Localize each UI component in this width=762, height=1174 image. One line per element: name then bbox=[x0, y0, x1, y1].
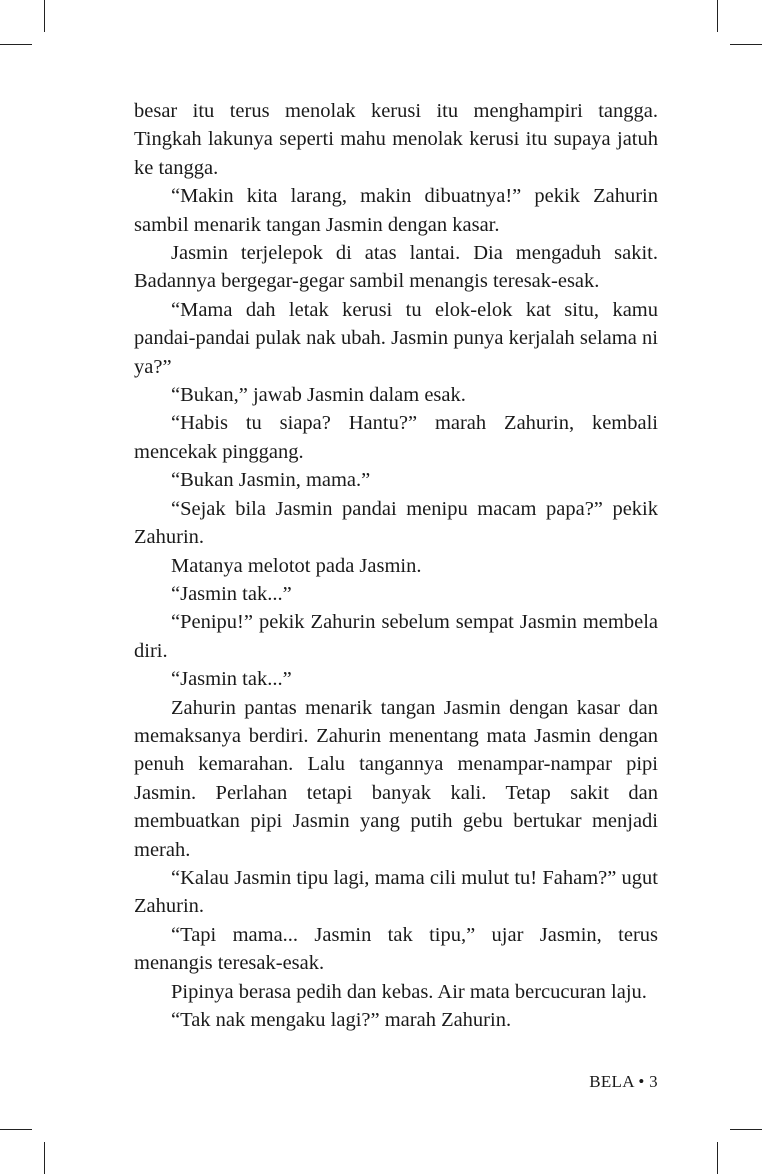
crop-mark-bottom-right-horizontal bbox=[730, 1129, 762, 1130]
paragraph: “Makin kita larang, makin dibuatnya!” pekik Zahurin sambil menarik tangan Jasmin dengan kasar. bbox=[134, 185, 658, 236]
paragraph: Matanya melotot pada Jasmin. bbox=[171, 554, 422, 577]
crop-mark-top-right-horizontal bbox=[730, 44, 762, 45]
paragraph: “Tapi mama... Jasmin tak tipu,” ujar Jasmin, terus menangis teresak-esak. bbox=[134, 923, 658, 975]
paragraph: Jasmin terjelepok di atas lantai. Dia mengaduh sakit. Badannya bergegar-gegar sambil menangis teresak-esak. bbox=[134, 242, 658, 293]
paragraph: “Jasmin tak...” bbox=[171, 582, 292, 605]
paragraph: “Jasmin tak...” bbox=[171, 668, 292, 691]
paragraph: “Tak nak mengaku lagi?” marah Zahurin. bbox=[171, 1009, 512, 1031]
paragraph: “Penipu!” pekik Zahurin sebelum sempat Jasmin membela diri. bbox=[134, 611, 658, 662]
crop-mark-bottom-right-vertical bbox=[717, 1142, 718, 1174]
crop-mark-top-right-vertical bbox=[717, 0, 718, 32]
paragraph: “Kalau Jasmin tipu lagi, mama cili mulut tu! Faham?” ugut Zahurin. bbox=[134, 866, 658, 918]
crop-mark-top-left-vertical bbox=[44, 0, 45, 32]
paragraph: besar itu terus menolak kerusi itu menghampiri tangga. Tingkah lakunya seperti mahu menolak kerusi itu supaya jatuh ke tangga. bbox=[134, 100, 658, 179]
body-text bbox=[134, 97, 658, 1034]
paragraph: “Mama dah letak kerusi tu elok-elok kat situ, kamu pandai-pandai pulak nak ubah. Jasmin punya kerjalah selama ni ya?” bbox=[134, 298, 658, 378]
crop-mark-bottom-left-vertical bbox=[44, 1142, 45, 1174]
paragraph: Zahurin pantas menarik tangan Jasmin dengan kasar dan memaksanya berdiri. Zahurin menentang mata Jasmin dengan penuh kemarahan. Lalu tangannya menampar-nampar pipi Jasmin. Perlahan tetapi banyak kali. Tetap sakit dan membuatkan pipi Jasmin yang putih gebu bertukar menjadi merah. bbox=[134, 696, 658, 861]
page-folio: BELA • 3 bbox=[589, 1072, 658, 1091]
paragraph: “Sejak bila Jasmin pandai menipu macam papa?” pekik Zahurin. bbox=[134, 497, 658, 549]
paragraph: “Bukan,” jawab Jasmin dalam esak. bbox=[171, 384, 466, 407]
crop-mark-bottom-left-horizontal bbox=[0, 1129, 32, 1130]
paragraph: “Habis tu siapa? Hantu?” marah Zahurin, kembali mencekak pinggang. bbox=[134, 412, 658, 463]
paragraph: “Bukan Jasmin, mama.” bbox=[171, 469, 371, 492]
crop-mark-top-left-horizontal bbox=[0, 44, 32, 45]
paragraph: Pipinya berasa pedih dan kebas. Air mata bercucuran laju. bbox=[171, 980, 647, 1003]
